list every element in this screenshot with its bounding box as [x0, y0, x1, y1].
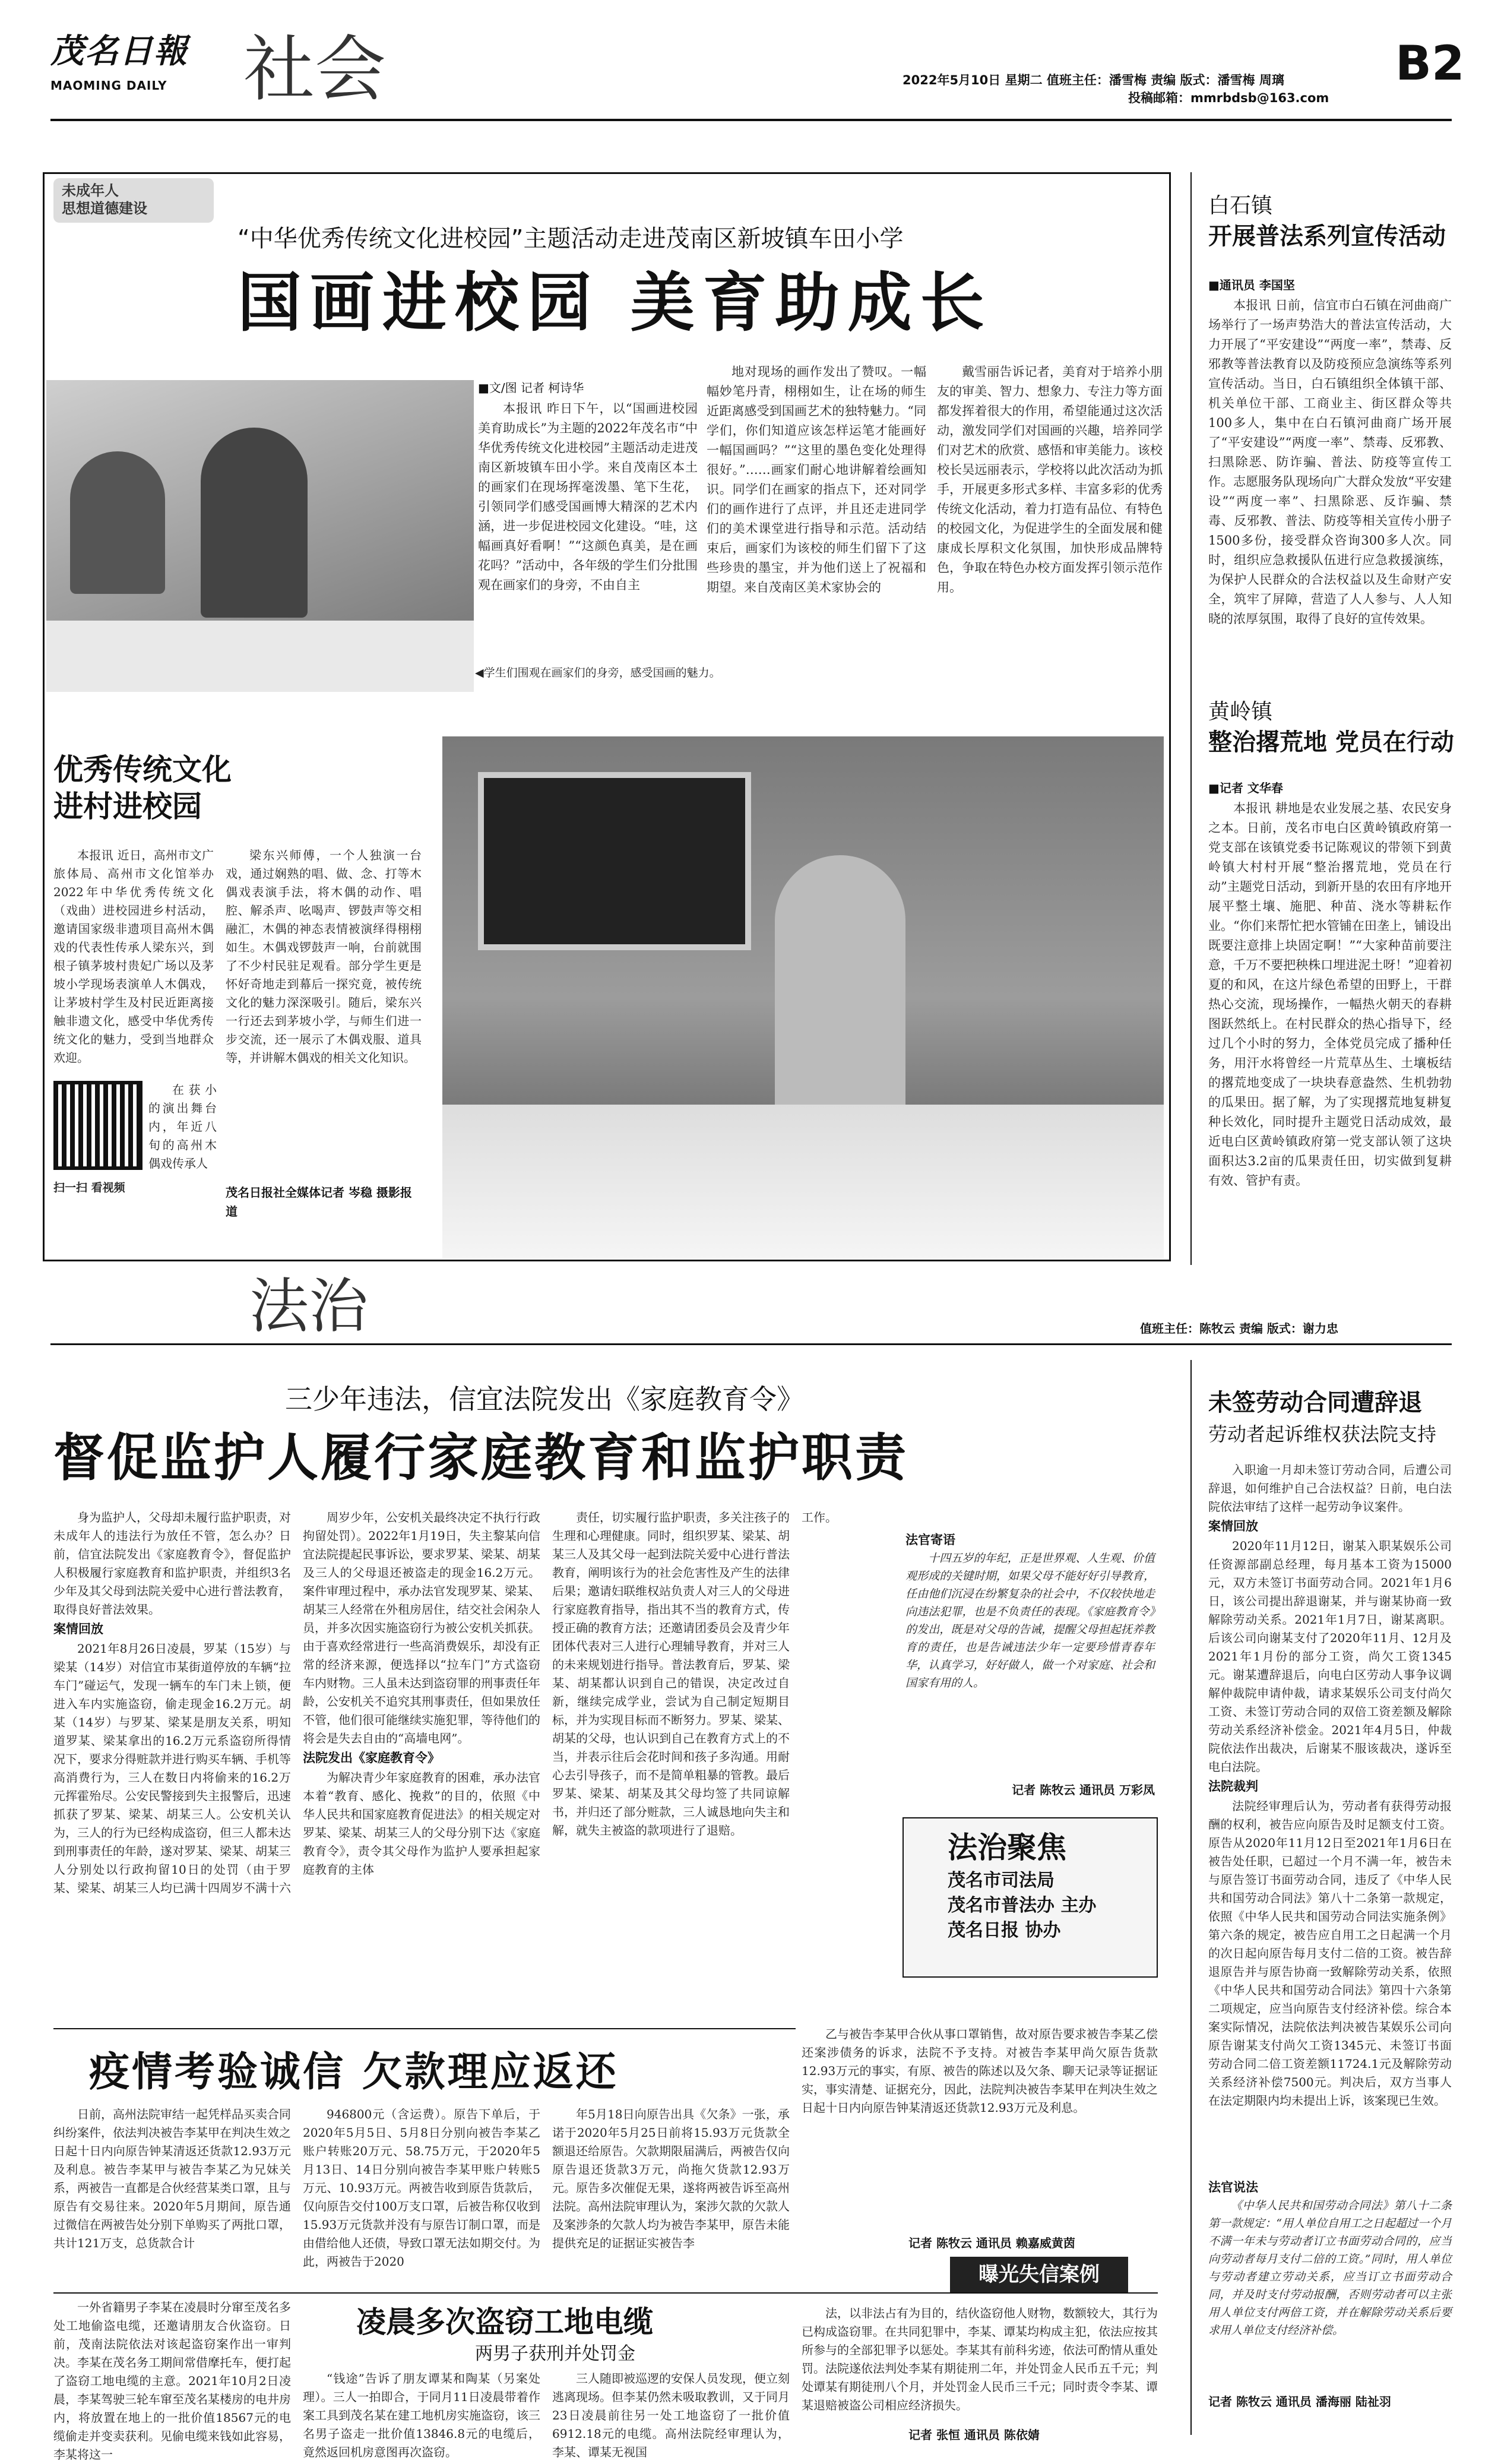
- credit-tag: 曝光失信案例: [950, 2257, 1128, 2292]
- law-col-1: 身为监护人，父母却未履行监护职责，对未成年人的违法行为放任不管，怎么办？日前，信宜法院发出《家庭教育令》，督促监护人积极履行家庭教育和监护职责，并组织3名少年及其父母到法院关爱中心进行普法教育，取得良好普法效果。 案情回放 2021年8月26日凌晨，罗某（15岁）与梁某（14岁）对信宜市某街道停放的车辆“拉车门”碰运气，发现一辆车的车门未上锁，便进入车内实施盗窃，偷走现金16.2万元。胡某（14岁）与罗某、梁某是朋友关系，明知道罗某、梁某拿出的16.2万元系盗窃所得情况下，要求分得赃款并进行购买车辆、手机等高消费行为，三人在数日内将偷来的16.2万元挥霍殆尽。公安民警接到失主报警后，迅速抓获了罗某、梁某、胡某三人。公安机关认为，三人的行为已经构成盗窃，但三人都未达到刑事责任的年龄，遂对罗某、梁某、胡某三人分别处以行政拘留10日的处罚（由于罗某、梁某、胡某三人均已满十四周岁不满十六: [53, 1510, 291, 1895]
- right-town-2: 黄岭镇: [1208, 700, 1273, 724]
- labor-judge-box: 法官说法 《中华人民共和国劳动合同法》第八十二条第一款规定：“用人单位自用工之日起超过一个月不满一年未与劳动者订立书面劳动合同的，应当向劳动者每月支付二倍的工资。”同时，用人单位与劳动者建立劳动关系，应当订立书面劳动合同，并及时支付劳动报酬，否则劳动者可以主张用人单位支付两倍工资，并在解除劳动关系后要求用人单位支付经济补偿。 记者 陈牧云 通讯员 潘海丽 陆祉羽: [1208, 2180, 1452, 2409]
- cable-subhead: 两男子获刑并处罚金: [475, 2343, 635, 2364]
- top-col-2: 地对现场的画作发出了赞叹。一幅幅妙笔丹青，栩栩如生，让在场的师生近距离感受到国画艺术的独特魅力。“同学们，你们知道应该怎样运笔才能画好一幅国画吗？”“这里的墨色变化处理得很好。”……画家们耐心地讲解着绘画知识。同学们在画家的指点下，还对同学们的画作进行了点评，并且还走进同学们的美术课堂进行指导和示范。活动结束后，画家们为该校的师生们留下了这些珍贵的墨宝，并为他们送上了祝福和期望。来自茂南区美术家协会的: [707, 365, 926, 594]
- badge-line-2: 思想道德建设: [62, 200, 147, 217]
- photo-students: [46, 380, 474, 692]
- judge-words-box: 法官寄语 十四五岁的年纪，正是世界观、人生观、价值观形成的关键时期，如果父母不能好好引导教育，任由他们沉浸在纷繁复杂的社会中，不仅较快地走向违法犯罪，也是不负责任的表现。《家庭教育令》的发出，既是对父母的告诫，提醒父母担起抚养教育的责任，也是告诫违法少年一定要珍惜青春年华，认真学习，好好做人，做一个对家庭、社会和国家有用的人。 记者 陈牧云 通讯员 万彩凤: [905, 1533, 1155, 1797]
- credit-col-3: 年5月18日向原告出具《欠条》一张，承诺于2020年5月25日前将15.93万元货款全额退还给原告。欠款期限届满后，两被告仅向原告退还货款3万元，尚拖欠货款12.93万元。原告多次催促无果，遂将两被告诉至高州法院。高州法院审理认为，案涉欠款的欠款人及案涉条的欠款人均为被告李某甲，原告未能提供充足的证据证实被告李: [552, 2107, 790, 2250]
- qr-caption: 扫一扫 看视频: [53, 1181, 125, 1194]
- vertical-rule-law: [1190, 1360, 1192, 2435]
- right-body-1: 本报讯 日前，信宜市白石镇在河曲商广场举行了一场声势浩大的普法宣传活动，大力开展了“平安建设”“两度一率”，禁毒、反邪教等普法教育以及防疫预应急演练等系列宣传活动。当日，白石镇组织全体镇干部、机关单位干部、工商业主、街区群众等共100多人，集中在白石镇河曲商广场开展了“平安建设”“两度一率”、禁毒、反邪教、扫黑除恶、防诈骗、普法、防疫等宣传工作。志愿服务队现场向广大群众发放“平安建设”“两度一率”、扫黑除恶、反诈骗、禁毒、反邪教、普法、防疫等相关宣传小册子1500多份，接受群众咨询300多人次。同时，组织应急救援队伍进行应急救援演练，为保护人民群众的合法权益以及生命财产安全，筑牢了屏障，营造了人人参与、人人知晓的浓厚氛围，取得了良好的宣传效果。: [1208, 298, 1452, 626]
- right-town-1: 白石镇: [1208, 194, 1273, 218]
- right-byline-1: ■通讯员 李国坚: [1208, 278, 1295, 292]
- top-byline: ■文/图 记者 柯诗华: [478, 381, 584, 395]
- story2-headline: 优秀传统文化 进村进校园: [53, 752, 232, 824]
- credit-col-1: 日前，高州法院审结一起凭样品买卖合同纠纷案件，依法判决被告李某甲在判决生效之日起十日内向原告钟某清返还货款12.93万元及利息。被告李某甲与被告李某乙为兄妹关系，两被告一直都是合伙经营某类口罩，且与原告有交易往来。2020年5月期间，原告通过微信在两被告处分别下单购买了两批口罩，共计121万支，总货款合计: [53, 2107, 291, 2250]
- right-body-2: 本报讯 耕地是农业发展之基、农民安身之本。日前，茂名市电白区黄岭镇政府第一党支部在该镇党委书记陈观议的带领下到黄岭镇大村村开展“整治撂荒地，党员在行动”主题党日活动，到新开垦的农田有序地开展平整土壤、施肥、种苗、浇水等耕耘作业。“你们来帮忙把水管铺在田垄上，铺设出既要注意排上块固定啊！”“大家种苗前要注意，千万不要把秧株口埋进泥土呀！”迎着初夏的和风，在这片绿色希望的田野上，干群热心交流，现场操作，一幅热火朝天的春耕图跃然纸上。在村民群众的热心指导下，经过几个小时的努力，全体党员完成了播种任务，用汗水将曾经一片荒草丛生、土壤板结的撂荒地变成了一块块春意盎然、生机勃勃的瓜果田。据了解，为了实现撂荒地复耕复种长效化，同时提升主题党日活动成效，最近电白区黄岭镇政府第一党支部认领了这块面积达3.2亩的瓜果责任田，切实做到复耕有效、管护有责。: [1208, 801, 1452, 1188]
- page-number: B2: [1395, 36, 1465, 91]
- badge: [53, 178, 214, 223]
- law-col-2: 周岁少年，公安机关最终决定不执行行政拘留处罚）。2022年1月19日，失主黎某向信宜法院提起民事诉讼，要求罗某、梁某、胡某及三人的父母退还被盗走的现金16.2万元。案件审理过程中，承办法官发现罗某、梁某、胡某三人经常在外租房居住，结交社会闲杂人员，并多次因实施盗窃行为被公安机关抓获。由于喜欢经常进行一些高消费娱乐，却没有正常的经济来源，便选择以“拉车门”方式盗窃车内财物。三人虽未达到盗窃罪的刑事责任年龄，公安机关不追究其刑事责任，但如果放任不管，他们很可能继续实施犯罪，等待他们的将会是失去自由的“高墙电网”。 法院发出《家庭教育令》 为解决青少年家庭教育的困难，承办法官本着“教育、感化、挽救”的目的，依照《中华人民共和国家庭教育促进法》的相关规定对罗某、梁某、胡某三人的父母分别下达《家庭教育令》，责令其父母作为监护人要承担起家庭教育的主体: [303, 1510, 540, 1877]
- logo: 茂名日報: [50, 31, 188, 71]
- credit-headline: 疫情考验诚信 欠款理应返还: [89, 2048, 619, 2096]
- law-col-3: 责任，切实履行监护职责，多关注孩子的生理和心理健康。同时，组织罗某、梁某、胡某三人及其父母一起到法院关爱中心进行普法教育，阐明该行为的社会危害性及产生的法律后果；邀请妇联维权站负责人对三人的父母进行家庭教育指导，指出其不当的教育方式，传授正确的教育方法；还邀请团委员会及青少年团体代表对三人进行心理辅导教育，并对三人的未来规划进行指导。普法教育后，罗某、梁某、胡某都认识到自己的错误，决定改过自新，继续完成学业，尝试为自己制定短期目标，并为实现目标而不断努力。罗某、梁某、胡某的父母，也认识到自己在教育方式上的不当，并表示往后会花时间和孩子多沟通。用耐心去引导孩子，而不是简单粗暴的管教。最后罗某、梁某、胡某及其父母均签了共同谅解书，并归还了部分赃款，三人诚恳地向失主和解，就失主被盗的款项进行了退赔。: [552, 1510, 790, 1837]
- story2-col-1: 本报讯 近日，高州市文广旅体局、高州市文化馆举办2022年中华优秀传统文化（戏曲）进校园进乡村活动，邀请国家级非遗项目高州木偶戏的代表性传承人梁东兴，到根子镇茅坡村贵妃广场以及茅坡小学现场表演单人木偶戏，让茅坡村学生及村民近距离接触非遗文化，感受中华优秀传统文化的魅力，受到当地群众欢迎。: [53, 848, 214, 1065]
- section-title: 社会: [243, 29, 386, 111]
- labor-body: 入职逾一月却未签订劳动合同，后遭公司辞退，如何维护自己合法权益？日前，电白法院依法审结了这样一起劳动争议案件。 案情回放 2020年11月12日，谢某入职某娱乐公司任资源部副总经理，每月基本工资为15000元，双方未签订书面劳动合同。2021年1月6日，该公司提出辞退谢某，并与谢某协商一致解除劳动关系。2021年1月7日，谢某离职。后该公司向谢某支付了2020年11月、12月及2021年1月份的部分工资，尚欠工资1345元。谢某遭辞退后，向电白区劳动人事争议调解仲裁院申请仲裁，请求某娱乐公司支付尚欠工资、未签订劳动合同的双倍工资差额及解除劳动关系经济补偿金。2021年4月5日，仲裁院依法作出裁决，后谢某不服该裁决，遂诉至电白法院。 法院裁判 法院经审理后认为，劳动者有获得劳动报酬的权利，被告应向原告及时足额支付工资。原告从2020年11月12日至2021年1月6日在被告处任职，已超过一个月不满一年，被告未与原告签订书面劳动合同，违反了《中华人民共和国劳动合同法》第八十二条第一款规定，依照《中华人民共和国劳动合同法实施条例》第六条的规定，被告应自用工之日起满一个月的次日起向原告每月支付二倍的工资。被告辞退原告并与原告协商一致解除劳动关系，依照《中华人民共和国劳动合同法》第四十六条第二项规定，应当向原告支付经济补偿。综合本案实际情况，法院依法判决被告某娱乐公司向原告谢某支付尚欠工资1345元、未签订书面劳动合同二倍工资差额11724.1元及解除劳动关系经济补偿7500元。判决后，双方当事人在法定期限内均未提出上诉，该案现已生效。: [1208, 1463, 1452, 2108]
- credit-col-2: 946800元（含运费）。原告下单后，于2020年5月5日、5月8日分别向被告李某乙账户转账20万元、58.75万元，于2020年5月13日、14日分别向被告李某甲账户转账5万元、10.93万元。两被告收到原告货款后，仅向原告交付100万支口罩，后被告称仅收到15.93万元货款并没有与原告订制口罩，而是由借给他人还债，导致口罩无法如期交付。为此，两被告于2020: [303, 2107, 540, 2269]
- badge-line-1: 未成年人: [62, 182, 119, 199]
- cable-col-2: “钱途”告诉了朋友谭某和陶某（另案处理）。三人一拍即合，于同月11日凌晨带着作案工具到茂名某在建工地机房实施盗窃，该三名男子盗走一批价值13846.8元的电缆后，竟然返回机房意图再次盗窃。: [303, 2371, 540, 2459]
- masthead: [50, 27, 217, 110]
- credit-byline: 记者 陈牧云 通讯员 赖嘉威黄茵: [908, 2236, 1075, 2250]
- top-col-3: 戴雪丽告诉记者，美育对于培养小朋友的审美、智力、想象力、专注力等方面都发挥着很大的作用，希望能通过这次活动，激发同学们对国画的兴趣，培养同学们对艺术的欣赏、感悟和审美能力。该校校长吴远丽表示，学校将以此次活动为抓手，开展更多形式多样、丰富多彩的优秀传统文化活动，着力打造有品位、有特色的校园文化，为促进学生的全面发展和健康成长厚积文化氛围，加快形成品牌特色，争取在特色办校方面发挥引领示范作用。: [937, 365, 1163, 594]
- cable-col-3: 三人随即被巡逻的安保人员发现，便立刻逃离现场。但李某仍然未吸取教训，又于同月23日凌晨前往另一处工地盗窃了一批价值6912.18元的电缆。高州法院经审理认为，李某、谭某无视国: [552, 2371, 790, 2459]
- divider: [50, 119, 1452, 121]
- cable-headline: 凌晨多次盗窃工地电缆: [356, 2304, 653, 2339]
- top-kicker: “中华优秀传统文化进校园”主题活动走进茂南区新坡镇车田小学: [238, 225, 904, 252]
- header-email: 投稿邮箱：mmrbdsb@163.com: [1128, 91, 1329, 105]
- top-headline: 国画进校园 美育助成长: [238, 265, 993, 340]
- qr-code: [53, 1081, 142, 1170]
- law-col-4: 工作。: [802, 1510, 837, 1524]
- focus-title: 法治聚焦: [948, 1830, 1066, 1865]
- right-byline-2: ■记者 文华春: [1208, 781, 1283, 795]
- top-col-1: 本报讯 昨日下午，以“国画进校园 美育助成长”为主题的2022年茂名市“中华优秀传统文化进校园”主题活动走进茂南区新坡镇车田小学。来自茂南区本土的画家们在现场挥毫泼墨、笔下生花，引领同学们感受国画博大精深的艺术内涵，进一步促进校园文化建设。“哇，这幅画真好看啊！”“这颜色真美，是在画花吗？”活动中，各年级的学生们分批围观在画家们的身旁，不由自主: [478, 401, 698, 592]
- right-headline-1: 开展普法系列宣传活动: [1208, 222, 1446, 250]
- photo-caption: ◀学生们围观在画家们的身旁，感受国画的魅力。: [475, 666, 721, 679]
- rule-of-law-focus: 法治聚焦 茂名市司法局 茂名市普法办 主办 茂名日报 协办: [902, 1817, 1158, 1978]
- logo-en: MAOMING DAILY: [50, 78, 167, 93]
- hrule-credit: [53, 2028, 796, 2029]
- story2-col-2: 梁东兴师傅，一个人独演一台戏，通过娴熟的唱、做、念、打等木偶戏表演手法，将木偶的动作、唱腔、解杀声、吆喝声、锣鼓声等交相融汇，木偶的神态表情被演绎得栩栩如生。木偶戏锣鼓声一响，台前就围了不少村民驻足观看。部分学生更是怀好奇地走到幕后一探究竟，被传统文化的魅力深深吸引。随后，梁东兴一行还去到茅坡小学，与师生们进一步交流，还一展示了木偶戏服、道具等，并讲解木偶戏的相关文化知识。: [226, 848, 422, 1065]
- law-kicker: 三少年违法，信宜法院发出《家庭教育令》: [285, 1383, 804, 1415]
- story2-col-1b: 在获小的演出舞台内，年近八旬的高州木偶戏传承人: [148, 1083, 217, 1171]
- law-meta: 值班主任：陈牧云 责编 版式：谢力忠: [1140, 1321, 1338, 1336]
- law-divider: [50, 1343, 1452, 1345]
- story2-credit: 茂名日报社全媒体记者 岑稳 摄影报道: [226, 1185, 412, 1219]
- law-section-title: 法治: [249, 1271, 368, 1341]
- cable-byline: 记者 张恒 通讯员 陈依婧: [908, 2428, 1040, 2442]
- photo-puppet: [442, 736, 1164, 1259]
- labor-headline: 未签劳动合同遭辞退: [1208, 1388, 1422, 1416]
- credit-col-4: 乙与被告李某甲合伙从事口罩销售，故对原告要求被告李某乙偿还案涉债务的诉求，法院不予支持。对被告李某甲尚欠原告货款12.93万元的事实，有原、被告的陈述以及欠条、聊天记录等证据证实，事实清楚、证据充分，因此，法院判决被告李某甲在判决生效之日起十日内向原告钟某清返还货款12.93万元及利息。: [802, 2027, 1158, 2115]
- cable-col-4: 法，以非法占有为目的，结伙盗窃他人财物，数额较大，其行为已构成盗窃罪。在共同犯罪中，李某、谭某均构成主犯，依法应按其所参与的全部犯罪予以惩处。李某其有前科劣迹，依法可酌情从重处罚。法院遂依法判处李某有期徒刑二年，并处罚金人民币五千元；判处谭某有期徒刑八个月，并处罚金人民币三千元；同时责令李某、谭某退赔被盗公司相应经济损失。: [802, 2306, 1158, 2412]
- hrule-cable: [53, 2292, 1158, 2294]
- labor-subhead: 劳动者起诉维权获法院支持: [1208, 1423, 1437, 1445]
- right-headline-2: 整治撂荒地 党员在行动: [1208, 728, 1454, 756]
- header-meta: 2022年5月10日 星期二 值班主任：潘雪梅 责编 版式：潘雪梅 周璃: [902, 73, 1284, 87]
- vertical-rule: [1190, 172, 1192, 1265]
- law-headline: 督促监护人履行家庭教育和监护职责: [53, 1428, 908, 1488]
- cable-col-1: 一外省籍男子李某在凌晨时分窜至茂名多处工地偷盗电缆，还邀请朋友合伙盗窃。日前，茂南法院依法对该起盗窃案作出一审判决。李某在茂名务工期间常借摩托车，便打起了盗窃工地电缆的主意。2021年10月2日凌晨，李某驾驶三轮车窜至茂名某楼房的电井房内，将放置在地上的一批价值18567元的电缆偷走并变卖获利。见偷电缆来钱如此容易，李某将这一: [53, 2300, 291, 2462]
